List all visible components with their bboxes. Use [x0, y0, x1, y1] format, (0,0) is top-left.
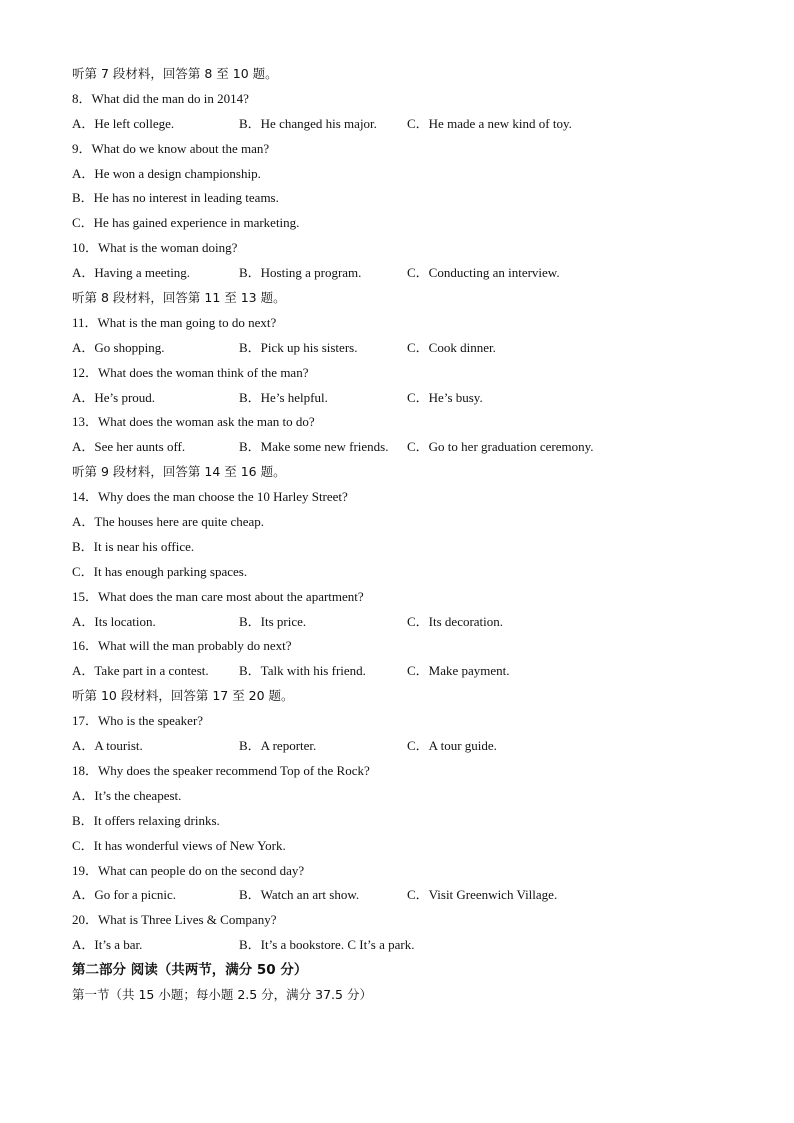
answer-options-row: [72, 336, 732, 361]
answer-option-a: A．Having a meeting.: [72, 265, 191, 281]
question-text: 17．Who is the speaker?: [72, 713, 204, 729]
question-text: 20．What is Three Lives & Company?: [72, 912, 277, 928]
answer-option-b: B．Talk with his friend.: [239, 663, 366, 679]
answer-option: B．He has no interest in leading teams.: [72, 190, 279, 206]
answer-option-c: C．He made a new kind of toy.: [407, 115, 572, 131]
answer-option-c: C．Cook dinner.: [407, 339, 496, 355]
answer-option-b: B．A reporter.: [239, 738, 317, 754]
answer-option: B．It is near his office.: [72, 538, 195, 554]
answer-option-b: B．Its price.: [239, 613, 307, 629]
answer-option: A．The houses here are quite cheap.: [72, 514, 265, 530]
answer-options-row: [72, 734, 732, 759]
answer-option-a: A．See her aunts off.: [72, 439, 186, 455]
answer-option-b: B．Make some new friends.: [239, 439, 389, 455]
answer-option-a: A．He left college.: [72, 115, 175, 131]
part-heading: 第二部分 阅读（共两节，满分 50 分）: [72, 962, 308, 979]
answer-options-row: [72, 261, 732, 286]
answer-option: C．It has enough parking spaces.: [72, 563, 248, 579]
question-text: 16．What will the man probably do next?: [72, 638, 292, 654]
question-text: 18．Why does the speaker recommend Top of the Rock?: [72, 762, 370, 778]
question-text: 11．What is the man going to do next?: [72, 314, 277, 330]
answer-option-c: C．Conducting an interview.: [407, 265, 560, 281]
answer-option: C．It has wonderful views of New York.: [72, 837, 286, 853]
subsection-heading: 第一节（共 15 小题；每小题 2.5 分，满分 37.5 分）: [72, 986, 372, 1002]
answer-option-b: B．Pick up his sisters.: [239, 339, 358, 355]
exam-page: [72, 62, 732, 1008]
answer-options-row: [72, 435, 732, 460]
section-instruction: 听第 9 段材料，回答第 14 至 16 题。: [72, 464, 286, 480]
answer-option-b: B．Hosting a program.: [239, 265, 362, 281]
answer-option-c: C．Go to her graduation ceremony.: [407, 439, 594, 455]
section-instruction: 听第 8 段材料，回答第 11 至 13 题。: [72, 290, 286, 306]
answer-option-a: A．He’s proud.: [72, 389, 156, 405]
answer-option-c: C．Visit Greenwich Village.: [407, 887, 558, 903]
answer-options-row: [72, 659, 732, 684]
answer-option-b: B．He’s helpful.: [239, 389, 328, 405]
answer-option-a: A．Its location.: [72, 613, 156, 629]
question-text: 10．What is the woman doing?: [72, 240, 238, 256]
section-instruction: 听第 10 段材料，回答第 17 至 20 题。: [72, 688, 294, 704]
answer-option: A．It’s the cheapest.: [72, 787, 182, 803]
answer-options-row: [72, 112, 732, 137]
answer-option: C．He has gained experience in marketing.: [72, 215, 300, 231]
question-text: 12．What does the woman think of the man?: [72, 364, 309, 380]
question-text: 9．What do we know about the man?: [72, 140, 270, 156]
answer-option-c: C．Make payment.: [407, 663, 510, 679]
answer-options-row: [72, 610, 732, 635]
answer-option-c: C．He’s busy.: [407, 389, 483, 405]
answer-options-row: [72, 933, 732, 958]
answer-option-c: C．A tour guide.: [407, 738, 497, 754]
answer-option-b: B．He changed his major.: [239, 115, 377, 131]
answer-option-a: A．Take part in a contest.: [72, 663, 209, 679]
question-text: 19．What can people do on the second day?: [72, 862, 305, 878]
answer-option-a: A．Go for a picnic.: [72, 887, 176, 903]
answer-options-row: [72, 386, 732, 411]
answer-option-c: C．Its decoration.: [407, 613, 504, 629]
answer-option-a: A．A tourist.: [72, 738, 143, 754]
question-text: 14．Why does the man choose the 10 Harley Street?: [72, 489, 348, 505]
question-text: 13．What does the woman ask the man to do?: [72, 414, 315, 430]
answer-option-b: B．It’s a bookstore. C It’s a park.: [239, 937, 415, 953]
answer-options-row: [72, 883, 732, 908]
answer-option: A．He won a design championship.: [72, 165, 261, 181]
section-instruction: 听第 7 段材料，回答第 8 至 10 题。: [72, 66, 278, 81]
answer-option-a: A．It’s a bar.: [72, 937, 143, 953]
question-text: 15．What does the man care most about the apartment?: [72, 588, 364, 604]
answer-option-a: A．Go shopping.: [72, 339, 165, 355]
answer-option-b: B．Watch an art show.: [239, 887, 360, 903]
question-text: 8．What did the man do in 2014?: [72, 90, 249, 106]
answer-option: B．It offers relaxing drinks.: [72, 812, 220, 828]
